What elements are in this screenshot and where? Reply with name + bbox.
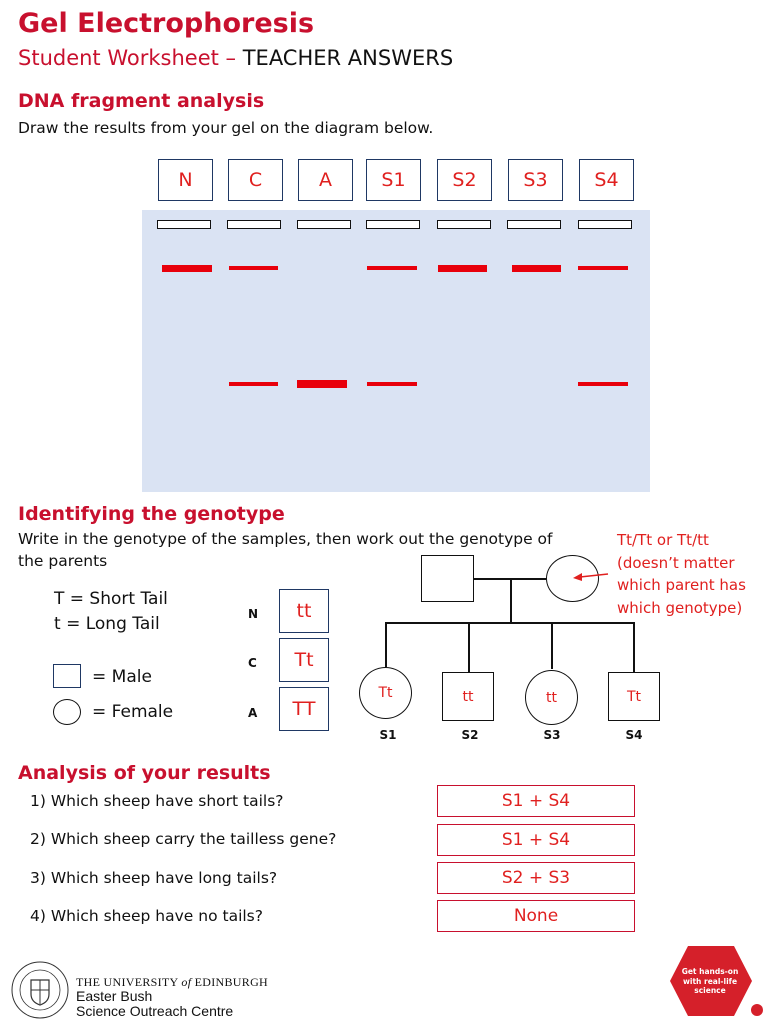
analysis-section-heading: Analysis of your results [18,762,271,784]
genotype-box-a: TT [279,687,329,731]
pedigree-child-line [385,622,387,667]
pedigree-child-line [551,622,553,669]
dna-band-s3-upper [512,265,561,272]
lane-label-s3: S3 [508,159,563,201]
question-4: 4) Which sheep have no tails? [30,907,263,925]
dna-band-n-upper [162,265,212,272]
parent-genotype-note [617,529,767,619]
key-short-tail: T = Short Tail [54,589,168,609]
dna-instruction: Draw the results from your gel on the diagram below. [18,119,434,137]
badge-line: Get hands-on [681,967,739,976]
university-name-part: EDINBURGH [194,975,269,989]
question-1: 1) Which sheep have short tails? [30,792,284,810]
brand-dot [751,1004,763,1016]
dna-band-c-lower [229,382,278,386]
lane-label-s4: S4 [579,159,634,201]
dna-band-s4-lower [578,382,628,386]
child-s2-male: tt [442,672,494,721]
child-label-s3: S3 [543,728,561,742]
answer-box-1: S1 + S4 [437,785,635,817]
gel-well [366,220,420,229]
gel-well [578,220,632,229]
subtitle-prefix: Student Worksheet – [18,46,237,70]
child-label-s4: S4 [625,728,643,742]
dna-section-heading: DNA fragment analysis [18,90,265,112]
badge-line: science [694,986,726,995]
gel-well [507,220,561,229]
dna-band-s1-lower [367,382,417,386]
answer-box-4: None [437,900,635,932]
child-s4-male: Tt [608,672,660,721]
gel-well [437,220,491,229]
key-male: = Male [92,667,152,687]
genotype-box-c: Tt [279,638,329,682]
arrow-left-icon [570,568,610,584]
gel-well [157,220,211,229]
dna-band-s2-upper [438,265,487,272]
page-subtitle [18,46,453,70]
centre-line1: Easter Bush [76,988,153,1004]
parent-male-icon [421,555,474,602]
sample-label-c: C [248,656,257,670]
female-symbol-icon [53,699,81,725]
note-line: which parent has [617,576,746,594]
university-name-part: THE UNIVERSITY [76,975,179,989]
gel-diagram [142,210,650,492]
pedigree-child-line [633,622,635,672]
sample-label-a: A [248,706,258,720]
pedigree-child-line [468,622,470,672]
dna-band-s1-upper [367,266,417,270]
note-line: (doesn’t matter [617,553,735,572]
child-label-s2: S2 [461,728,479,742]
note-line: which genotype) [617,598,743,617]
answer-box-3: S2 + S3 [437,862,635,894]
dna-band-c-upper [229,266,278,270]
badge-text [670,967,750,996]
lane-label-c: C [228,159,283,201]
lane-label-s1: S1 [366,159,421,201]
pedigree-sibling-line [385,622,634,624]
sample-label-n: N [248,607,259,621]
subtitle-suffix: TEACHER ANSWERS [242,46,454,70]
university-crest-logo [10,960,70,1020]
answer-box-2: S1 + S4 [437,824,635,856]
question-2: 2) Which sheep carry the tailless gene? [30,830,337,848]
dna-band-s4-upper [578,266,628,270]
key-long-tail: t = Long Tail [54,614,160,634]
child-s1-female: Tt [359,667,412,719]
gel-well [227,220,281,229]
question-3: 3) Which sheep have long tails? [30,869,278,887]
child-label-s1: S1 [379,728,397,742]
lane-label-a: A [298,159,353,201]
pedigree-descent-line [510,579,512,623]
lane-label-s2: S2 [437,159,492,201]
genotype-instruction-line2: the parents [18,552,108,570]
genotype-box-n: tt [279,589,329,633]
note-line: Tt/Tt or Tt/tt [617,531,709,549]
genotype-instruction-line1: Write in the genotype of the samples, then work out the genotype of [18,530,553,548]
dna-band-a-lower [297,380,347,388]
male-symbol-icon [53,664,81,688]
genotype-section-heading: Identifying the genotype [18,503,285,525]
page-title: Gel Electrophoresis [18,8,315,39]
lane-label-n: N [158,159,213,201]
gel-well [297,220,351,229]
child-s3-female: tt [525,670,578,725]
badge-line: with real-life [682,976,738,986]
university-name-part: of [181,975,192,989]
centre-line2: Science Outreach Centre [76,1003,234,1019]
key-female: = Female [92,702,174,722]
